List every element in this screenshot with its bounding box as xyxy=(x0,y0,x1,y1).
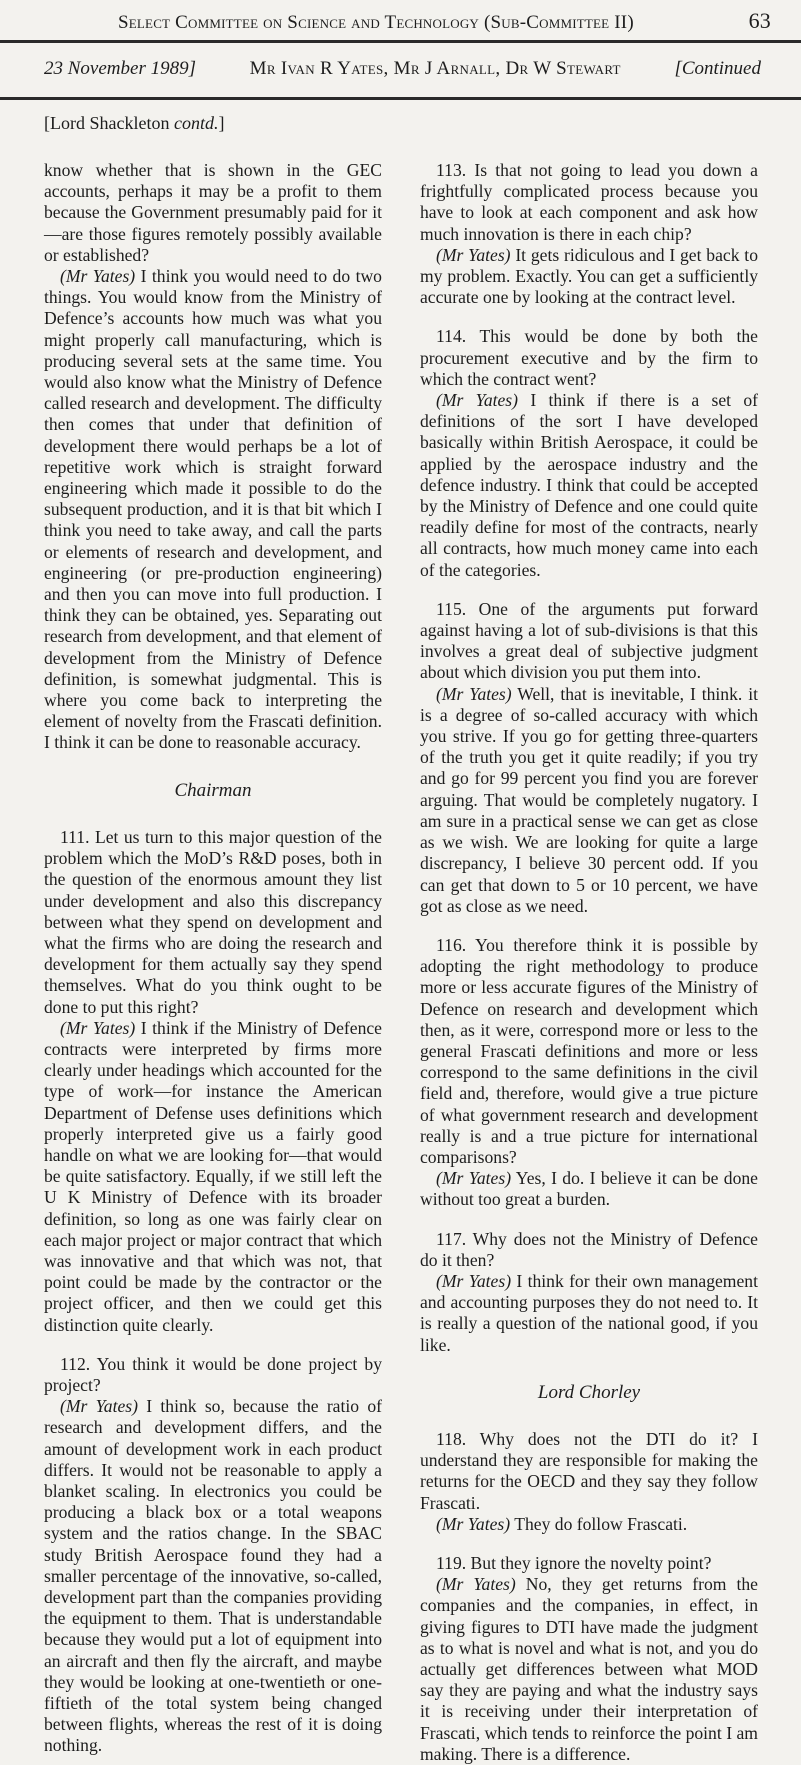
witness-label: (Mr Yates) xyxy=(60,1017,136,1038)
answer-text: It gets ridiculous and I get back to my problem. Exactly. You can get a sufficiently accurate one by looking at the contract level. xyxy=(420,244,758,308)
witness-label: (Mr Yates) xyxy=(436,244,511,265)
answer-text: I think so, because the ratio of research and development differs, and the amount of development work in each product differs. It would not be reasonable to apply a blanket scaling. In electronics you could be producing a black box or a total weapons system and the ratios change. In the SBAC study British Aerospace found they had a smaller percentage of the innovative, so-called, development part than the companies providing the equipment to them. That is understandable because they would put a lot of equipment into an aircraft and then fly the aircraft, and maybe they would be looking at one-twentieth or one-fiftieth of the total system being changed between flights, whereas the rest of it is doing nothing. xyxy=(44,1396,382,1756)
answer-text: I think you would need to do two things. You would know from the Ministry of Defence’s accounts how much was what you might properly call manufacturing, which is producing several sets at the same time. You would also know what the Ministry of Defence called research and development. The difficulty then comes that under that definition of development there would perhaps be a lot of repetitive work which is straight forward engineering which made it possible to do the subsequent production, and it is that bit which I think you need to take away, and call the parts or elements of research and development, and engineering (or pre-production engineering) and then you can move into full production. I think they can be obtained, yes. Separating out research from development, and that element of development from the Ministry of Defence definition, is somewhat judgmental. This is where you come back to interpreting the element of novelty from the Frascati definition. I think it can be done to reasonable accuracy. xyxy=(44,266,382,753)
header-rule-top xyxy=(0,40,801,43)
session-header xyxy=(0,58,801,80)
continued-label: [Continued xyxy=(674,58,761,79)
question-paragraph: 118. Why does not the DTI do it? I understand they are responsible for making the returns for the OECD and they say they follow Frascati. xyxy=(420,1428,758,1513)
question-paragraph: 111. Let us turn to this major question of the problem which the MoD’s R&D poses, both in the question of the enormous amount they list under development and also this discrepancy between what they spend on development and what the firms who are doing the research and development for them actually say they spend themselves. What do you think ought to be done to put this right? xyxy=(44,826,382,1017)
witness-label: (Mr Yates) xyxy=(436,1270,512,1291)
answer-paragraph xyxy=(420,245,758,309)
session-date: 23 November 1989] xyxy=(44,58,196,79)
answer-paragraph xyxy=(420,684,758,917)
continued-speaker-suffix: contd. xyxy=(173,113,219,133)
question-paragraph: 116. You therefore think it is possible by adopting the right methodology to produce more or less accurate figures of the Ministry of Defence on research and development which then, as it were, correspond more or less to the general Frascati definitions and more or less correspond to the same definitions in the civil field and, therefore, would give a true picture of what government research and development really is and a true picture for international comparisons? xyxy=(420,934,758,1167)
witness-list: Mr Ivan R Yates, Mr J Arnall, Dr W Stewart xyxy=(249,58,621,79)
witness-label: (Mr Yates) xyxy=(436,1168,512,1189)
answer-paragraph xyxy=(420,1271,758,1356)
paragraph: know whether that is shown in the GEC accounts, perhaps it may be a profit to them because the Government presumably paid for it—are those figures remotely possibly available or established? xyxy=(44,160,382,265)
answer-text: They do follow Frascati. xyxy=(510,1513,688,1534)
witness-label: (Mr Yates) xyxy=(436,390,519,411)
answer-paragraph xyxy=(44,1396,382,1756)
committee-title: Select Committee on Science and Technology (Sub-Committee II) xyxy=(118,12,634,33)
answer-text: I think if the Ministry of Defence contracts were interpreted by firms more clearly under headings which accounted for the type of work—for instance the American Department of Defense uses definitions which properly interpreted give us a fairly good handle on what we are looking for—that would be quite satisfactory. Equally, if we still left the U K Ministry of Defence with its broader definition, so long as one was fairly clear on each major project or major contract that which was innovative and that which was not, that point could be made by the contractor or the project officer, and then we could get this distinction quite clearly. xyxy=(44,1017,382,1335)
question-paragraph: 112. You think it would be done project by project? xyxy=(44,1353,382,1395)
answer-paragraph xyxy=(44,1018,382,1336)
continued-speaker-name: [Lord Shackleton xyxy=(44,113,170,133)
question-paragraph: 117. Why does not the Ministry of Defence do it then? xyxy=(420,1228,758,1270)
page-number: 63 xyxy=(748,8,771,33)
question-paragraph: 113. Is that not going to lead you down a frightfully complicated process because you have to look at each component and ask how much innovation is there in each chip? xyxy=(420,160,758,244)
header-rule-bottom xyxy=(0,97,801,100)
left-column xyxy=(44,160,382,1757)
speaker-heading: Chairman xyxy=(174,779,252,801)
answer-text: No, they get returns from the companies and the companies, in effect, in giving figures to DTI have made the judgment as to what is novel and what is not, and you do actually get differences between what MOD say they are paying and what the industry says it is receiving under their interpretation of Frascati, which tends to reinforce the point I am making. There is a difference. xyxy=(420,1574,758,1764)
answer-paragraph xyxy=(420,1168,758,1210)
answer-text: I think for their own management and accounting purposes they do not need to. It is really a question of the national good, if you like. xyxy=(420,1270,758,1355)
continued-speaker-close: ] xyxy=(218,113,225,133)
speaker-heading: Lord Chorley xyxy=(537,1381,641,1403)
answer-paragraph xyxy=(420,390,758,581)
answer-text: Yes, I do. I believe it can be done without too great a burden. xyxy=(420,1168,758,1210)
answer-text: Well, that is inevitable, I think. it is a degree of so-called accuracy with which you strive. If you go for getting three-quarters of the truth you get it quite readily; if you try and go for 99 percent you find you are forever arguing. That would be completely nugatory. I am sure in a practical sense we can get as close as we wish. We are looking for quite a large discrepancy, I believe 30 percent odd. If you can get that down to 5 or 10 percent, we have got as close as we need. xyxy=(420,683,758,916)
witness-label: (Mr Yates) xyxy=(436,1574,516,1595)
continued-speaker xyxy=(44,113,224,134)
answer-paragraph xyxy=(420,1514,758,1535)
question-paragraph: 115. One of the arguments put forward against having a lot of sub-divisions is that this involves a great deal of subjective judgment about which division you put them into. xyxy=(420,598,758,683)
witness-label: (Mr Yates) xyxy=(436,1513,511,1534)
question-paragraph: 119. But they ignore the novelty point? xyxy=(436,1552,712,1573)
answer-paragraph xyxy=(420,1574,758,1765)
right-column xyxy=(420,160,758,1765)
witness-label: (Mr Yates) xyxy=(60,266,136,287)
running-header xyxy=(0,8,801,34)
witness-label: (Mr Yates) xyxy=(436,683,512,704)
answer-paragraph xyxy=(44,266,382,754)
witness-label: (Mr Yates) xyxy=(60,1396,138,1417)
answer-text: I think if there is a set of definitions of the sort I have developed basically within British Aerospace, it could be applied by the aerospace industry and the defence industry. I think that could be accepted by the Ministry of Defence and one could quite readily define for most of the contracts, nearly all contracts, how much money came into each of the categories. xyxy=(420,390,758,580)
question-paragraph: 114. This would be done by both the procurement executive and by the firm to which the contract went? xyxy=(420,326,758,389)
